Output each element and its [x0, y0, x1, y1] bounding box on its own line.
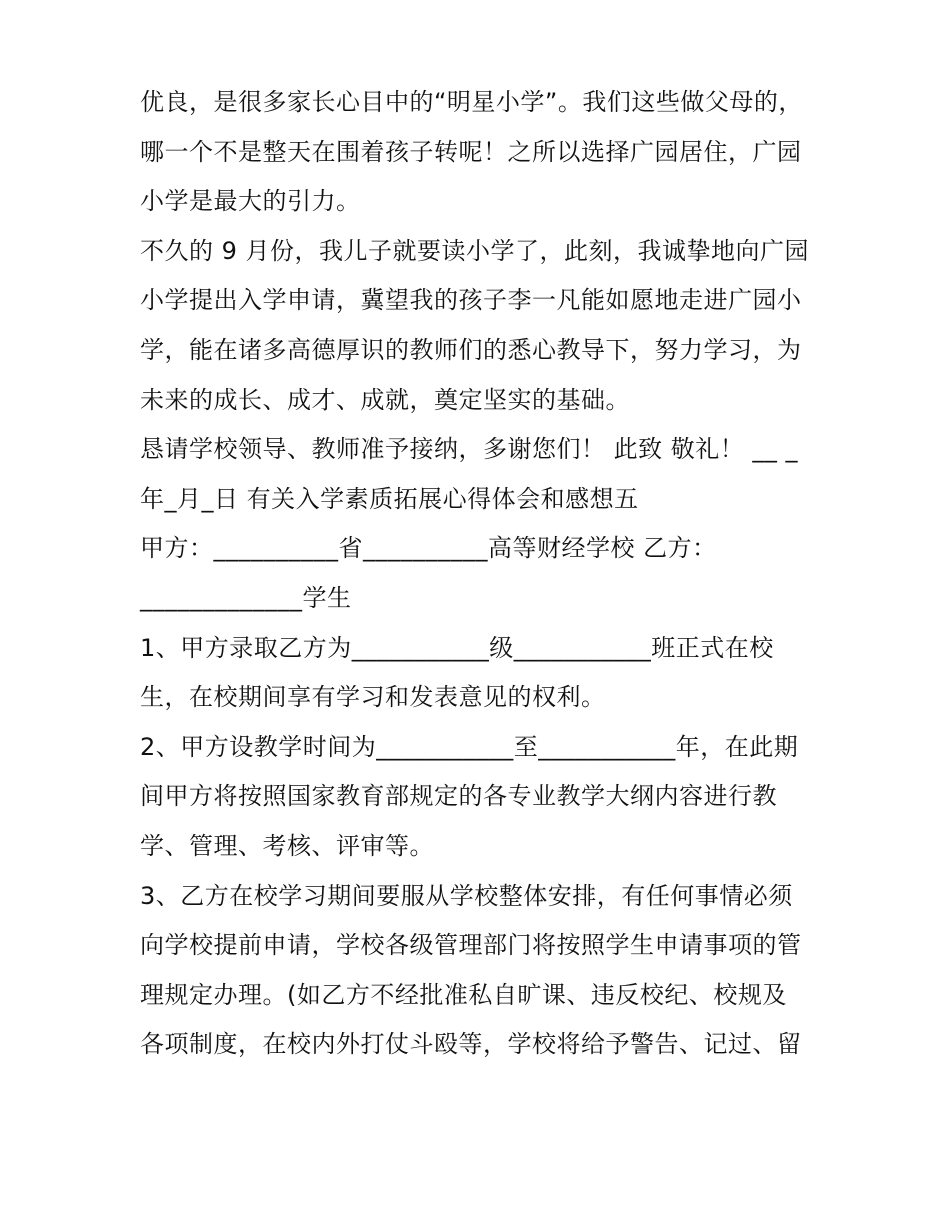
- text-line: 未来的成长、成才、成就，奠定坚实的基础。: [140, 385, 630, 414]
- text-line: 学，能在诸多高德厚识的教师们的悉心教导下，努力学习，为: [140, 335, 802, 364]
- text-line: 向学校提前申请，学校各级管理部门将按照学生申请事项的管: [140, 931, 802, 960]
- text-line: 1、甲方录取乙方为___________级___________班正式在校: [140, 633, 774, 662]
- text-line: 小学提出入学申请，冀望我的孩子李一凡能如愿地走进广园小: [140, 286, 802, 315]
- text-line: 生，在校期间享有学习和发表意见的权利。: [140, 683, 606, 712]
- document-body: [140, 78, 820, 1070]
- text-line: 优良，是很多家长心目中的“明星小学”。我们这些做父母的，: [140, 88, 803, 116]
- text-line: 年_月_日 有关入学素质拓展心得体会和感想五: [140, 484, 639, 513]
- text-line: _____________学生: [140, 583, 352, 612]
- text-line: 不久的 9 月份，我儿子就要读小学了，此刻，我诚挚地向广园: [140, 236, 810, 265]
- text-line: 理规定办理。(如乙方不经批准私自旷课、违反校纪、校规及: [140, 980, 787, 1009]
- text-line: 间甲方将按照国家教育部规定的各专业教学大纲内容进行教: [140, 782, 777, 811]
- text-line: 恳请学校领导、教师准予接纳，多谢您们！ 此致 敬礼！ __ _: [140, 435, 799, 464]
- text-line: 小学是最大的引力。: [140, 187, 361, 216]
- text-line: 各项制度，在校内外打仗斗殴等，学校将给予警告、记过、留: [140, 1030, 802, 1059]
- text-line: 哪一个不是整天在围着孩子转呢！之所以选择广园居住，广园: [140, 137, 802, 166]
- text-line: 2、甲方设教学时间为___________至___________年，在此期: [140, 732, 799, 761]
- text-line: 3、乙方在校学习期间要服从学校整体安排，有任何事情必须: [140, 881, 793, 910]
- text-line: 甲方：__________省__________高等财经学校 乙方：: [140, 534, 717, 563]
- text-line: 学、管理、考核、评审等。: [140, 831, 434, 860]
